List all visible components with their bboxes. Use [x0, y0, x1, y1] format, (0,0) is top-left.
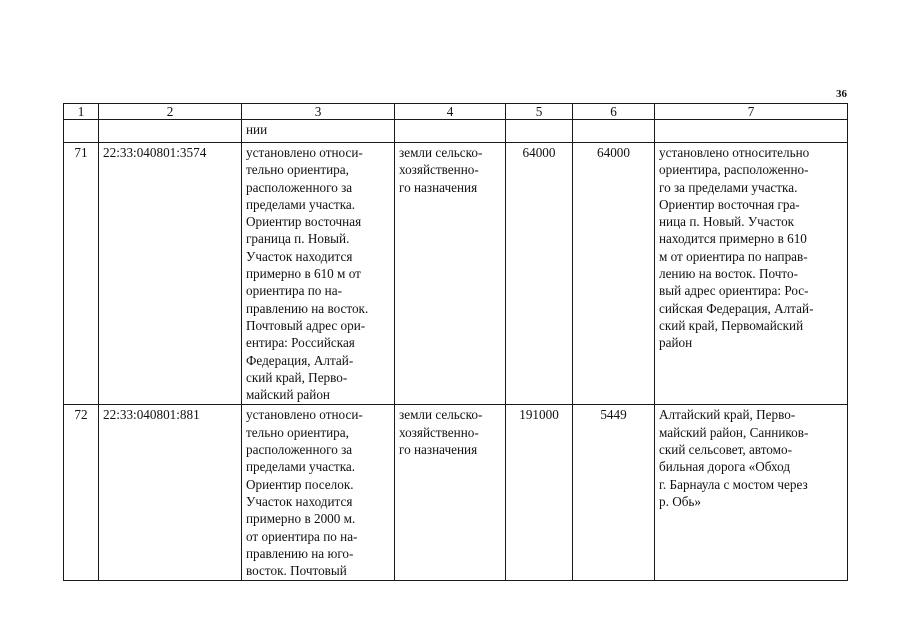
table-row [64, 143, 848, 405]
text-line: Федерация, Алтай- [246, 352, 354, 368]
area-value-2: 64000 [573, 143, 655, 405]
text-line: расположенного за [246, 442, 353, 458]
text-line: правлению на юго- [246, 545, 354, 561]
text-line: восток. Почтовый [246, 563, 347, 579]
address-description [655, 405, 848, 581]
text-line: сийская Федерация, Алтай- [659, 300, 814, 316]
cell-empty [64, 120, 99, 143]
column-header-7: 7 [655, 104, 848, 120]
cadastral-number: 22:33:040801:3574 [99, 143, 242, 405]
text-line: правлению на восток. [246, 300, 369, 316]
page-number: 36 [836, 88, 847, 100]
text-line: ский край, Перво- [246, 369, 348, 385]
text-line: г. Барнаула с мостом через [659, 476, 808, 492]
location-description [242, 405, 395, 581]
text-line: ница п. Новый. Участок [659, 214, 795, 230]
cell-empty [655, 120, 848, 143]
continuation-row [64, 120, 848, 143]
text-line: ентира: Российская [246, 335, 355, 351]
text-line: тельно ориентира, [246, 162, 349, 178]
cell-empty [99, 120, 242, 143]
text-line: установлено относи- [246, 407, 363, 423]
text-line: пределами участка. [246, 196, 356, 212]
text-line: майский район [246, 387, 330, 403]
text-line: от ориентира по на- [246, 528, 358, 544]
area-value-2: 5449 [573, 405, 655, 581]
text-line: находится примерно в 610 [659, 231, 807, 247]
column-header-4: 4 [395, 104, 506, 120]
row-number: 72 [64, 405, 99, 581]
cadastral-number: 22:33:040801:881 [99, 405, 242, 581]
column-header-2: 2 [99, 104, 242, 120]
column-header-3: 3 [242, 104, 395, 120]
text-line: ориентира по на- [246, 283, 342, 299]
column-header-1: 1 [64, 104, 99, 120]
text-line: го за пределами участка. [659, 179, 798, 195]
text-line: р. Обь» [659, 493, 702, 509]
text-line: м от ориентира по направ- [659, 248, 808, 264]
text-line: Почтовый адрес ори- [246, 317, 366, 333]
column-header-6: 6 [573, 104, 655, 120]
text-line: Участок находится [246, 493, 353, 509]
text-line: го назначения [399, 442, 478, 458]
cell-empty [395, 120, 506, 143]
location-description [242, 143, 395, 405]
header-row [64, 104, 848, 120]
continuation-text: нии [242, 120, 395, 143]
text-line: примерно в 610 м от [246, 266, 361, 282]
text-line: примерно в 2000 м. [246, 511, 356, 527]
land-register-table [63, 103, 848, 581]
text-line: Участок находится [246, 248, 353, 264]
text-line: Алтайский край, Перво- [659, 407, 796, 423]
text-line: Ориентир поселок. [246, 476, 354, 492]
text-line: вый адрес ориентира: Рос- [659, 283, 809, 299]
text-line: район [659, 335, 693, 351]
text-line: Ориентир восточная гра- [659, 196, 800, 212]
text-line: тельно ориентира, [246, 424, 349, 440]
text-line: ориентира, расположенно- [659, 162, 809, 178]
area-value: 191000 [506, 405, 573, 581]
column-header-5: 5 [506, 104, 573, 120]
land-category [395, 143, 506, 405]
text-line: хозяйственно- [399, 162, 479, 178]
text-line: пределами участка. [246, 459, 356, 475]
text-line: земли сельско- [399, 145, 483, 160]
area-value: 64000 [506, 143, 573, 405]
text-line: установлено относи- [246, 145, 363, 160]
text-line: земли сельско- [399, 407, 483, 423]
text-line: бильная дорога «Обход [659, 459, 791, 475]
text-line: граница п. Новый. [246, 231, 350, 247]
text-line: го назначения [399, 179, 478, 195]
text-line: майский район, Санников- [659, 424, 809, 440]
land-category [395, 405, 506, 581]
text-line: ский край, Первомайский [659, 317, 804, 333]
text-line: лению на восток. Почто- [659, 266, 798, 282]
text-line: хозяйственно- [399, 424, 479, 440]
cell-empty [573, 120, 655, 143]
row-number: 71 [64, 143, 99, 405]
cell-empty [506, 120, 573, 143]
text-line: расположенного за [246, 179, 353, 195]
table-row [64, 405, 848, 581]
text-line: Ориентир восточная [246, 214, 362, 230]
text-line: ский сельсовет, автомо- [659, 442, 792, 458]
address-description [655, 143, 848, 405]
text-line: установлено относительно [659, 145, 810, 160]
